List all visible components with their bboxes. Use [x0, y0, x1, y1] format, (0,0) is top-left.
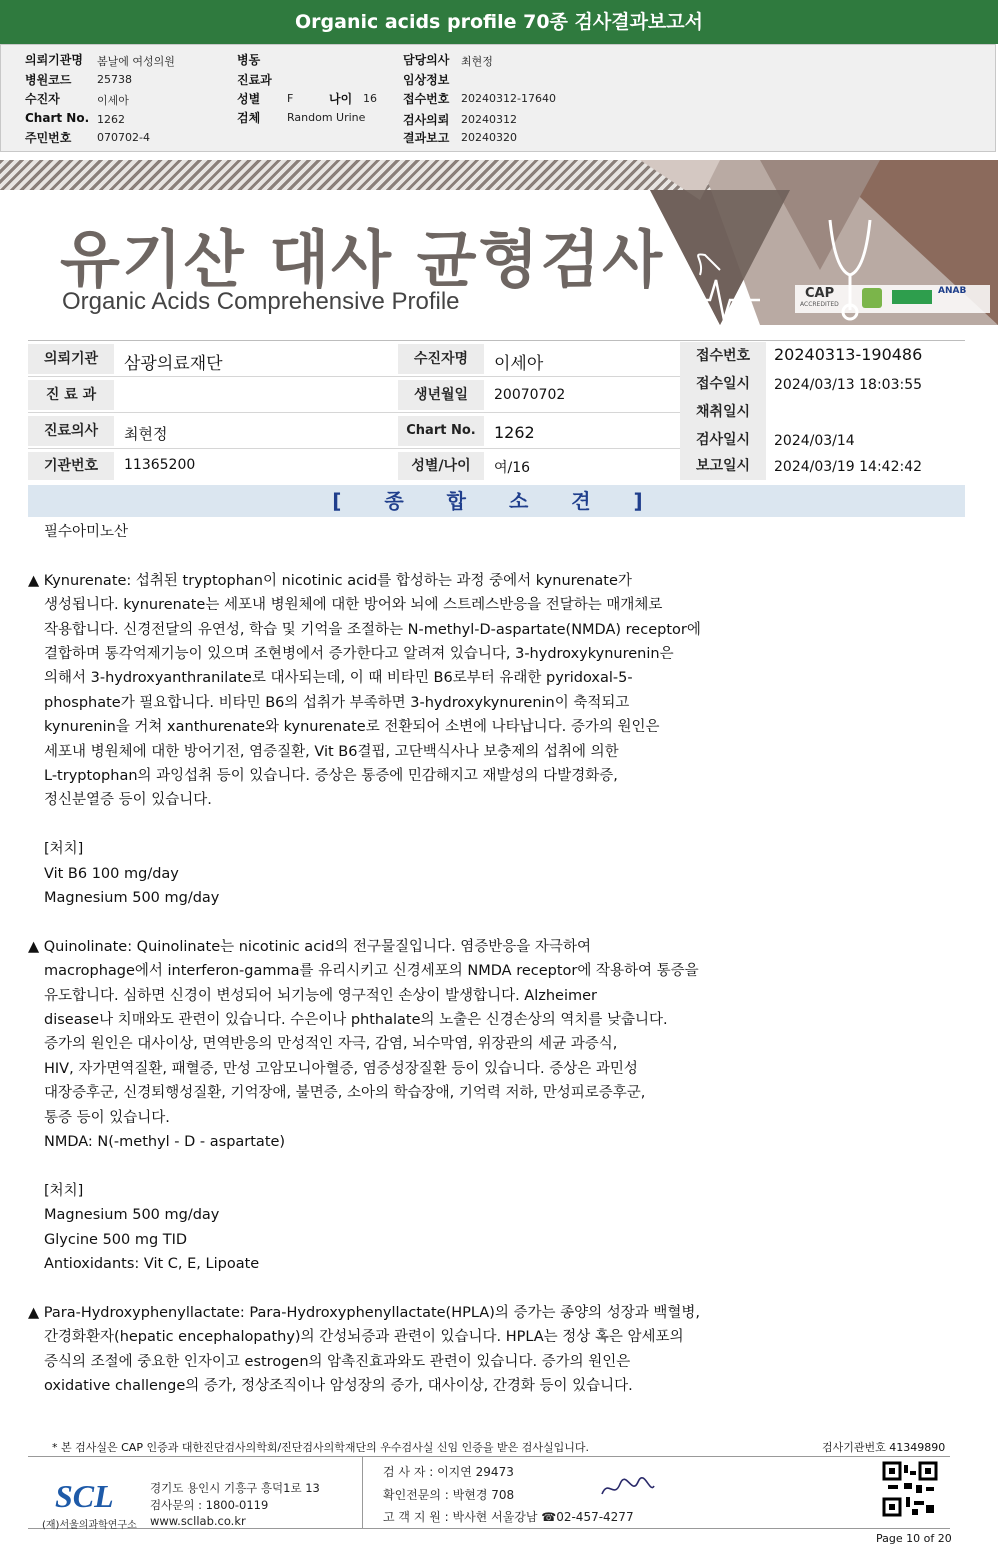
content-line: [처치] — [44, 841, 84, 858]
content-line: Magnesium 500 mg/day — [44, 890, 220, 906]
signature-image — [598, 1474, 658, 1504]
ph-label: 접수번호 — [403, 92, 450, 106]
ph-value: 20240320 — [461, 131, 517, 144]
info-label: 성별/나이 — [398, 452, 484, 480]
divider — [28, 1456, 950, 1457]
ph-label: 수진자 — [25, 92, 60, 106]
content-line: Glycine 500 mg TID — [44, 1231, 188, 1248]
info-label: 진 료 과 — [28, 380, 114, 410]
divider — [28, 340, 965, 341]
content-line: Vit B6 100 mg/day — [44, 865, 179, 882]
ph-label: 검사의뢰 — [403, 113, 450, 127]
content-line: NMDA: N(-methyl - D - aspartate) — [44, 1134, 286, 1150]
ph-label: 주민번호 — [25, 131, 72, 145]
info-value: 20240313-190486 — [774, 345, 923, 364]
banner — [0, 160, 998, 325]
kola-logo-icon — [892, 290, 932, 304]
lm-logo-icon — [862, 288, 882, 308]
info-value: 2024/03/13 18:03:55 — [774, 377, 923, 393]
cap-logo: CAP — [805, 286, 835, 301]
staff-line: 고 객 지 원 : 박사현 서울강남 ☎02-457-4277 — [383, 1510, 634, 1524]
finding-heading-line: ▲ Para-Hydroxyphenyllactate: Para-Hydroxyphenyllactate(HPLA)의 증가는 종양의 성장과 백혈병, — [28, 1304, 700, 1321]
content-line: 유도합니다. 심하면 신경이 변성되어 뇌기능에 영구적인 손상이 발생합니다. Alzheimer — [44, 987, 598, 1004]
summary-title: [ 종 합 소 견 ] — [28, 485, 965, 517]
info-label: 채취일시 — [695, 404, 751, 420]
info-label: 보고일시 — [695, 458, 751, 474]
info-value: 여/16 — [494, 460, 531, 476]
divider — [28, 448, 680, 449]
content-line: 증가의 원인은 대사이상, 면역반응의 만성적인 자극, 감염, 뇌수막염, 위장관의 세균 과증식, — [44, 1036, 618, 1053]
content-line: 통증 등이 있습니다. — [44, 1109, 170, 1126]
content-line: HIV, 자가면역질환, 패혈증, 만성 고암모니아혈증, 염증성장질환 등이 있습니다. 증상은 과민성 — [44, 1060, 638, 1077]
info-label: 접수번호 — [695, 348, 751, 364]
info-label: 기관번호 — [28, 452, 114, 480]
finding-heading-line: ▲ Quinolinate: Quinolinate는 nicotinic acid의 전구물질입니다. 염증반응을 자극하여 — [28, 938, 591, 955]
ph-value: 16 — [363, 92, 377, 105]
content-line: 세포내 병원체에 대한 방어기전, 염증질환, Vit B6결핍, 고단백식사나 보충제의 섭취에 의한 — [44, 743, 619, 760]
content-line: 증식의 조절에 중요한 인자이고 estrogen의 암촉진효과와도 관련이 있습니다. 증가의 원인은 — [44, 1353, 631, 1370]
content-line: 정신분열증 등이 있습니다. — [44, 792, 212, 809]
ph-label: 의뢰기관명 — [25, 53, 83, 67]
finding-heading-line: ▲ Kynurenate: 섭취된 tryptophan이 nicotinic acid를 합성하는 과정 중에서 kynurenate가 — [28, 572, 632, 589]
page-number: Page 10 of 20 — [876, 1532, 952, 1545]
anab-logo: ANAB — [938, 286, 967, 296]
phone: 검사문의 : 1800-0119 — [150, 1498, 269, 1512]
info-label: 진료의사 — [28, 416, 114, 446]
ph-value: 1262 — [97, 113, 125, 126]
info-label: Chart No. — [398, 416, 484, 446]
ph-label: 나이 — [329, 92, 353, 106]
ph-label: 검체 — [237, 111, 261, 125]
ph-label: 병동 — [237, 53, 261, 67]
info-value: 11365200 — [124, 457, 196, 473]
patient-header — [0, 44, 996, 152]
info-value: 이세아 — [494, 354, 544, 374]
staff-line: 검 사 자 : 이지연 29473 — [383, 1465, 514, 1479]
info-value: 최현정 — [124, 425, 168, 443]
scl-logo: SCL — [55, 1478, 114, 1514]
ph-value: 25738 — [97, 73, 132, 86]
divider — [28, 1528, 950, 1529]
content-line: phosphate가 필요합니다. 비타민 B6의 섭취가 부족하면 3-hydroxykynurenin이 축적되고 — [44, 694, 630, 711]
content-line: 작용합니다. 신경전달의 유연성, 학습 및 기억을 조절하는 N-methyl-D-aspartate(NMDA) receptor에 — [44, 621, 701, 638]
content-line: macrophage에서 interferon-gamma를 유리시키고 신경세포의 NMDA receptor에 작용하여 통증을 — [44, 963, 699, 980]
report-title: Organic acids profile 70종 검사결과보고서 — [0, 0, 998, 44]
ph-value: 20240312 — [461, 113, 517, 126]
content-line: [처치] — [44, 1182, 84, 1199]
info-value: 1262 — [494, 423, 535, 442]
ph-value: 봄날에 여성의원 — [97, 55, 175, 68]
content-line: kynurenin을 거쳐 xanthurenate와 kynurenate로 전환되어 소변에 나타납니다. 증가의 원인은 — [44, 719, 660, 736]
website-link[interactable]: www.scllab.co.kr — [150, 1514, 246, 1528]
ph-value: 070702-4 — [97, 131, 150, 144]
content-line: 결합하며 통각억제기능이 있으며 조현병에서 증가한다고 알려져 있습니다, 3-hydroxykynurenin은 — [44, 646, 674, 662]
ph-label: 성별 — [237, 92, 261, 106]
info-value: 2024/03/19 14:42:42 — [774, 459, 923, 475]
info-label: 접수일시 — [695, 376, 751, 392]
divider — [28, 412, 680, 413]
info-label: 검사일시 — [695, 432, 751, 448]
content-line: 생성됩니다. kynurenate는 세포내 병원체에 대한 방어와 뇌에 스트레스반응을 전달하는 매개체로 — [44, 597, 663, 614]
ph-label: 담당의사 — [403, 53, 450, 67]
registration-number: 검사기관번호 41349890 — [822, 1441, 946, 1454]
banner-title-kor: 유기산 대사 균형검사 — [60, 223, 665, 296]
org-name: (재)서울의과학연구소 — [42, 1520, 137, 1531]
ph-value: 최현정 — [461, 55, 493, 68]
address: 경기도 용인시 기흥구 흥덕1로 13 — [150, 1481, 320, 1495]
ph-label: 진료과 — [237, 73, 272, 87]
ph-label: 결과보고 — [403, 131, 450, 145]
info-table — [28, 340, 965, 482]
cap-logo-text: ACCREDITED — [800, 301, 839, 308]
ph-label: Chart No. — [25, 111, 90, 125]
ph-value: Random Urine — [287, 111, 366, 124]
info-label: 생년월일 — [398, 380, 484, 410]
qr-code-icon — [882, 1461, 938, 1517]
info-value: 20070702 — [494, 387, 566, 403]
ph-value: F — [287, 92, 294, 105]
content-line: 의해서 3-hydroxyanthranilate로 대사되는데, 이 때 비타민 B6로부터 유래한 pyridoxal-5- — [44, 670, 633, 687]
content-line: oxidative challenge의 증가, 정상조직이나 암성장의 증가, 대사이상, 간경화 등이 있습니다. — [44, 1378, 633, 1394]
content-line: 대장증후군, 신경퇴행성질환, 기억장애, 불면증, 소아의 학습장애, 기억력 저하, 만성피로증후군, — [44, 1085, 646, 1102]
info-value: 삼광의료재단 — [124, 354, 223, 374]
staff-line: 확인전문의 : 박현경 708 — [383, 1488, 515, 1502]
content-line: 간경화환자(hepatic encephalopathy)의 간성뇌증과 관련이 있습니다. HPLA는 정상 혹은 암세포의 — [44, 1329, 684, 1346]
content-line: Antioxidants: Vit C, E, Lipoate — [44, 1256, 260, 1272]
ph-value: 이세아 — [97, 94, 129, 107]
divider — [362, 1456, 363, 1528]
content-line: L-tryptophan의 과잉섭취 등이 있습니다. 증상은 통증에 민감해지고 재발성의 다발경화증, — [44, 768, 618, 784]
footnote: * 본 검사실은 CAP 인증과 대한진단검사의학회/진단검사의학재단의 우수검사실 신임 인증을 받은 검사실입니다. — [52, 1441, 590, 1454]
ph-label: 병원코드 — [25, 73, 72, 87]
content-line: Magnesium 500 mg/day — [44, 1207, 220, 1224]
info-value: 2024/03/14 — [774, 433, 855, 449]
info-label: 의뢰기관 — [28, 344, 114, 374]
content-line: disease나 치매와도 관련이 있습니다. 수은이나 phthalate의 노출은 신경손상의 역치를 낮춥니다. — [44, 1012, 668, 1028]
divider — [28, 376, 680, 377]
info-label: 수진자명 — [398, 344, 484, 374]
content-line: 필수아미노산 — [44, 524, 129, 540]
banner-title-eng: Organic Acids Comprehensive Profile — [62, 288, 460, 315]
ph-label: 임상정보 — [403, 73, 450, 87]
ph-value: 20240312-17640 — [461, 92, 556, 105]
